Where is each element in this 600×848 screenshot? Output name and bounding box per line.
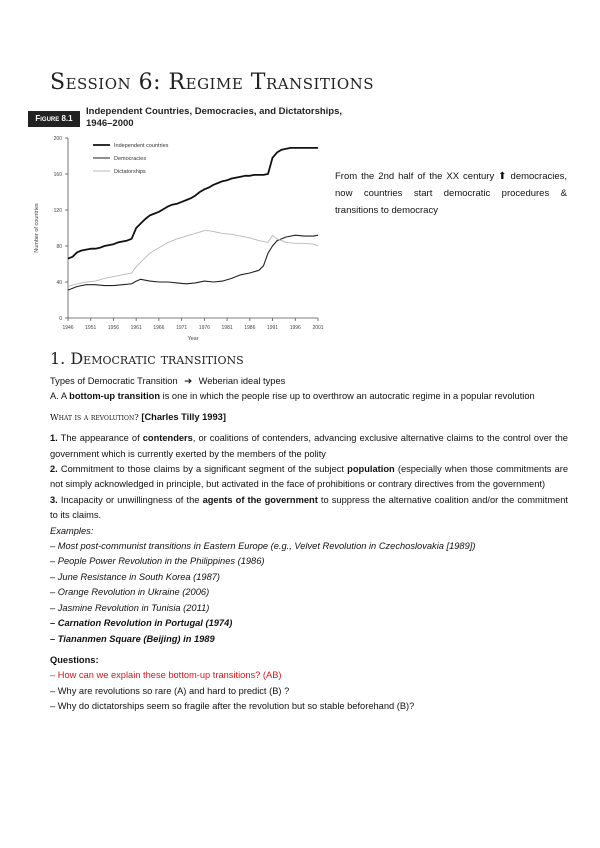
x-tick-label: 1981	[221, 325, 233, 331]
definition-a-term: bottom-up transition	[69, 391, 161, 402]
criterion-3-text-a: Incapacity or unwillingness of the	[60, 494, 200, 505]
y-tick-label: 200	[53, 136, 62, 142]
x-tick-label: 1956	[107, 325, 120, 331]
page-title: Session 6: Regime Transitions	[50, 70, 375, 95]
x-tick-label: 1966	[153, 325, 165, 331]
question-item: – Why do dictatorships seem so fragile after the revolution but so stable beforehand (B)?	[50, 701, 415, 712]
definition-a-prefix: A. A	[50, 391, 67, 402]
side-note	[335, 168, 567, 219]
y-tick-label: 120	[53, 208, 62, 214]
legend-label: Dictatorships	[114, 169, 146, 175]
x-tick-label: 1951	[85, 325, 97, 331]
example-item: – Tiananmen Square (Beijing) in 1989	[50, 633, 215, 644]
x-tick-label: 1986	[244, 325, 256, 331]
x-axis-label: Year	[187, 336, 199, 342]
x-tick-label: 1991	[266, 325, 279, 331]
revolution-question	[50, 410, 568, 426]
example-item: – Carnation Revolution in Portugal (1974)	[50, 618, 233, 629]
section-heading: 1. Democratic transitions	[50, 349, 244, 368]
y-tick-label: 160	[53, 172, 62, 178]
figure-label: Figure 8.1	[28, 111, 80, 127]
example-item: – Jasmine Revolution in Tunisia (2011)	[50, 602, 210, 613]
revolution-question-label: What is a revolution?	[50, 412, 139, 423]
side-note-text-1: From the 2nd half of the XX century	[335, 171, 495, 182]
section-body	[50, 374, 568, 715]
criterion-2-term: population	[347, 464, 395, 475]
criterion-1	[50, 431, 568, 462]
citation: [Charles Tilly 1993]	[141, 411, 226, 422]
x-tick-label: 1971	[176, 325, 188, 331]
definition-a-text: is one in which the people rise up to overthrow an autocratic regime in a popular revolution	[162, 391, 535, 402]
criterion-3	[50, 493, 568, 524]
criterion-1-text-b: , or coalitions of contenders, advancing exclusive alternative claims to the control over the government which is currently exerted by the members of the polity	[50, 433, 568, 459]
series-line-independent-countries	[68, 148, 318, 259]
question-item: – Why are revolutions so rare (A) and hard to predict (B) ?	[50, 685, 290, 696]
criterion-1-number: 1.	[50, 433, 58, 444]
figure-title	[86, 106, 346, 130]
y-tick-label: 40	[56, 280, 62, 286]
criterion-2	[50, 462, 568, 493]
x-tick-label: 1996	[289, 325, 301, 331]
example-item: – Orange Revolution in Ukraine (2006)	[50, 587, 210, 598]
up-arrow-icon: ⬆	[498, 171, 507, 182]
legend-label: Democracies	[114, 156, 147, 162]
x-tick-label: 1946	[62, 325, 74, 331]
x-tick-label: 1976	[198, 325, 210, 331]
criterion-3-text-b: to suppress the alternative coalition and/or the commitment to its claims.	[50, 494, 569, 521]
types-line	[50, 374, 568, 389]
criterion-2-text-b: (especially when those commitments are not simply acknowledged in principle, but activated in the face of prohibitions or contrary directives from the government)	[50, 464, 569, 490]
line-chart	[28, 132, 328, 344]
x-tick-label: 1961	[130, 325, 142, 331]
figure-title-line-1: Independent Countries, Democracies, and Dictatorships,	[86, 106, 343, 117]
series-line-democracies	[68, 235, 318, 290]
right-arrow-icon: ➔	[184, 376, 193, 386]
side-note-text-2: democracies, now countries start democratic procedures & transitions to democracy	[335, 171, 568, 216]
example-item: – People Power Revolution in the Philippines (1986)	[50, 556, 265, 567]
legend-label: Independent countries	[114, 143, 169, 149]
x-tick-label: 2001	[312, 325, 324, 331]
criterion-1-term: contenders	[142, 433, 193, 444]
y-tick-label: 80	[56, 244, 62, 250]
types-target: Weberian ideal types	[198, 376, 286, 386]
criterion-1-text-a: The appearance of	[60, 433, 140, 444]
definition-a	[50, 389, 568, 404]
types-text: Types of Democratic Transition	[50, 376, 178, 386]
example-item: – June Resistance in South Korea (1987)	[50, 571, 221, 582]
criterion-2-text-a: Commitment to those claims by a significant segment of the subject	[60, 464, 345, 475]
example-item: – Most post-communist transitions in Eastern Europe (e.g., Velvet Revolution in Czechoslovakia [1989])	[50, 541, 476, 552]
question-item: – How can we explain these bottom-up transitions? (AB)	[50, 670, 282, 681]
y-axis-label: Number of countries	[34, 203, 40, 253]
criterion-3-term: agents of the government	[202, 494, 318, 505]
y-tick-label: 0	[59, 316, 62, 322]
examples-label: Examples:	[50, 525, 94, 536]
criterion-2-number: 2.	[50, 464, 58, 475]
figure-title-line-2: 1946–2000	[86, 118, 134, 129]
criterion-3-number: 3.	[50, 494, 58, 505]
questions-label: Questions:	[50, 654, 99, 665]
